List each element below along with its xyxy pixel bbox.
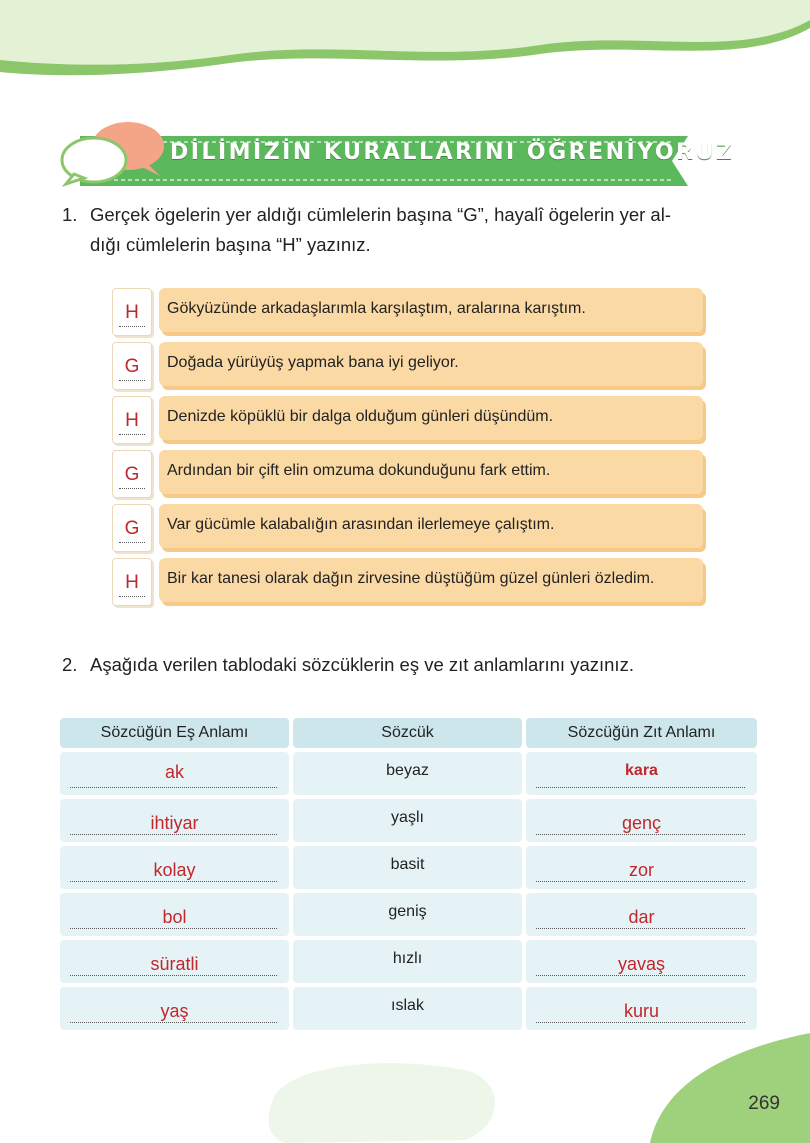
answer-letter: H (125, 302, 139, 323)
answer-line (536, 928, 745, 929)
sentence-row (112, 558, 708, 606)
synonym-cell[interactable] (60, 846, 289, 889)
word-text: hızlı (392, 950, 423, 967)
sentence-text: Gökyüzünde arkadaşlarımla karşılaştım, aralarına karıştım. (167, 300, 586, 317)
antonym-cell[interactable] (526, 846, 757, 889)
antonym-answer: dar (628, 907, 655, 927)
answer-line (119, 380, 145, 381)
answer-line (70, 928, 277, 929)
header-word: Sözcük (293, 718, 522, 748)
sentence-box (159, 504, 703, 548)
antonym-answer: genç (621, 813, 662, 833)
answer-line (536, 834, 745, 835)
synonym-cell[interactable] (60, 940, 289, 983)
speech-bubbles-icon (60, 118, 170, 188)
answer-box[interactable] (112, 288, 152, 336)
synonym-answer: süratli (150, 954, 199, 974)
synonym-answer: yaş (160, 1001, 189, 1021)
synonym-cell[interactable] (60, 987, 289, 1030)
answer-line (536, 1022, 745, 1023)
synonym-answer: bol (162, 907, 187, 927)
word-cell (293, 799, 522, 842)
antonym-answer: kuru (623, 1001, 659, 1021)
corner-decoration (650, 1033, 810, 1143)
sentence-text: Doğada yürüyüş yapmak bana iyi geliyor. (167, 354, 459, 371)
word-cell (293, 987, 522, 1030)
word-cell (293, 752, 522, 795)
sentence-box (159, 342, 703, 386)
answer-letter: H (125, 572, 139, 593)
antonym-answer: kara (625, 762, 658, 779)
answer-letter: G (124, 356, 140, 377)
antonym-answer: zor (628, 860, 654, 880)
question-1 (62, 200, 762, 260)
antonym-cell[interactable] (526, 799, 757, 842)
answer-line (70, 1022, 277, 1023)
answer-line (119, 326, 145, 327)
word-cell (293, 846, 522, 889)
answer-line (536, 787, 745, 788)
antonym-cell[interactable] (526, 987, 757, 1030)
answer-line (70, 975, 277, 976)
word-text: ıslak (391, 997, 424, 1014)
sentence-row (112, 396, 708, 444)
synonym-cell[interactable] (60, 752, 289, 795)
answer-line (70, 834, 277, 835)
sentence-row (112, 504, 708, 552)
answer-line (536, 975, 745, 976)
answer-line (119, 596, 145, 597)
background-blob-decoration (265, 1055, 505, 1143)
synonym-answer: ihtiyar (150, 813, 199, 833)
question-number: 1. (62, 204, 78, 225)
answer-box[interactable] (112, 450, 152, 498)
answer-line (70, 787, 277, 788)
answer-line (119, 434, 145, 435)
question-text: Aşağıda verilen tablodaki sözcüklerin eş ve zıt anlamlarını yazınız. (90, 654, 634, 675)
sentence-box (159, 450, 703, 494)
answer-line (119, 542, 145, 543)
sentence-box (159, 288, 703, 332)
answer-line (536, 881, 745, 882)
sentence-box (159, 558, 703, 602)
sentence-text: Denizde köpüklü bir dalga olduğum günleri düşündüm. (167, 408, 554, 425)
page-number: 269 (748, 1093, 780, 1114)
question-text-line-2: dığı cümlelerin başına “H” yazınız. (90, 234, 371, 255)
synonym-answer: kolay (153, 860, 196, 880)
answer-line (70, 881, 277, 882)
sentence-text: Var gücümle kalabalığın arasından ilerlemeye çalıştım. (167, 516, 555, 533)
word-text: geniş (388, 903, 427, 920)
antonym-cell[interactable] (526, 940, 757, 983)
question-text-line-1: Gerçek ögelerin yer aldığı cümlelerin başına “G”, hayalî ögelerin yer al- (90, 204, 671, 225)
answer-box[interactable] (112, 342, 152, 390)
answer-box[interactable] (112, 558, 152, 606)
header-synonym: Sözcüğün Eş Anlamı (60, 718, 289, 748)
synonym-cell[interactable] (60, 799, 289, 842)
sentence-text: Bir kar tanesi olarak dağın zirvesine düştüğüm güzel günleri özledim. (167, 570, 655, 587)
sentence-text: Ardından bir çift elin omzuma dokunduğunu fark ettim. (167, 462, 551, 479)
word-cell (293, 893, 522, 936)
question-2 (62, 650, 762, 680)
section-banner (60, 118, 735, 188)
sentence-row (112, 288, 708, 336)
synonym-answer: ak (164, 762, 184, 782)
sentence-box (159, 396, 703, 440)
word-cell (293, 940, 522, 983)
antonym-cell[interactable] (526, 893, 757, 936)
answer-letter: G (124, 518, 140, 539)
question-number: 2. (62, 654, 78, 675)
answer-letter: G (124, 464, 140, 485)
antonym-answer: yavaş (617, 954, 666, 974)
banner-title: DİLİMİZİN KURALLARINI ÖĞRENİYORUZ (170, 140, 735, 165)
answer-line (119, 488, 145, 489)
answer-box[interactable] (112, 396, 152, 444)
synonym-cell[interactable] (60, 893, 289, 936)
word-text: basit (390, 856, 425, 873)
answer-box[interactable] (112, 504, 152, 552)
sentence-row (112, 450, 708, 498)
sentence-row (112, 342, 708, 390)
antonym-cell[interactable] (526, 752, 757, 795)
header-antonym: Sözcüğün Zıt Anlamı (526, 718, 757, 748)
top-wave-decoration (0, 0, 810, 90)
word-text: beyaz (386, 762, 429, 779)
word-text: yaşlı (391, 809, 424, 826)
answer-letter: H (125, 410, 139, 431)
